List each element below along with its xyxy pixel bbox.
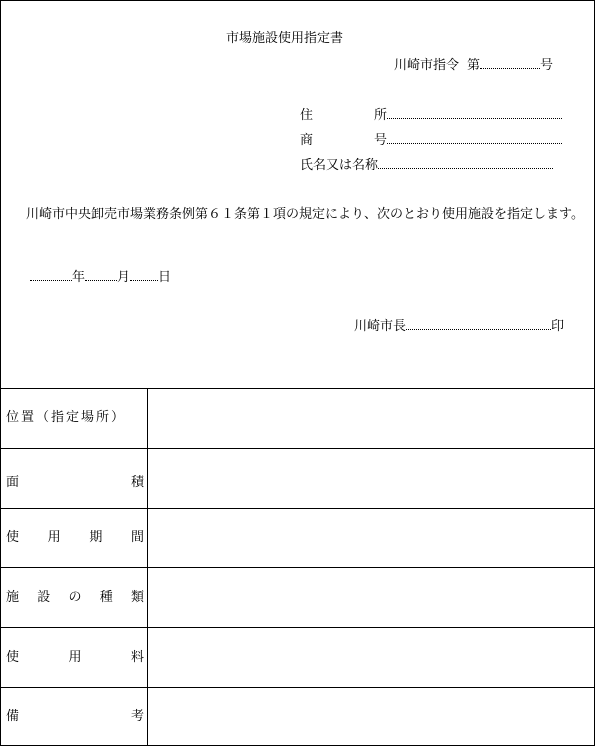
table-cell-period-value[interactable] — [148, 509, 594, 567]
seal-label: 印 — [551, 319, 565, 334]
trade-label-1: 商 — [300, 133, 314, 148]
name-blank — [378, 156, 553, 169]
table-row-label-remarks — [6, 709, 144, 725]
table-row-label-fee — [6, 650, 144, 666]
signature-line — [354, 317, 564, 335]
order-dai: 第 — [467, 58, 481, 73]
trade-name-blank — [387, 131, 562, 144]
address-label-1: 住 — [300, 108, 314, 123]
address-label-2: 所 — [374, 108, 388, 123]
table-cell-fee-value[interactable] — [148, 628, 594, 687]
table-cell-remarks-value[interactable] — [148, 688, 594, 745]
order-prefix: 川崎市指令 — [394, 58, 460, 73]
label-char: 用 — [47, 530, 61, 545]
label-char: 使 — [6, 650, 20, 665]
table-row-label-facility-type — [6, 590, 144, 606]
trade-name-line — [300, 131, 562, 149]
address-line — [300, 106, 562, 124]
month-label: 月 — [117, 270, 131, 285]
document-title: 市場施設使用指定書 — [226, 31, 344, 46]
table-row-label-area — [6, 475, 144, 491]
label-char: 備 — [6, 709, 20, 724]
table-cell-location-value[interactable] — [148, 389, 594, 448]
mayor-label: 川崎市長 — [354, 319, 407, 334]
label-char: 間 — [130, 530, 144, 545]
table-cell-facility-type-value[interactable] — [148, 568, 594, 627]
label-char: 用 — [68, 650, 82, 665]
address-blank — [387, 106, 562, 119]
label-char: 期 — [89, 530, 103, 545]
day-blank — [130, 268, 158, 281]
date-line — [30, 268, 171, 286]
label-char: 設 — [37, 590, 51, 605]
label-char: 積 — [130, 475, 144, 490]
label-char: の — [68, 590, 82, 605]
order-number-blank — [480, 56, 540, 69]
table-cell-area-value[interactable] — [148, 449, 594, 508]
year-blank — [30, 268, 72, 281]
name-label: 氏名又は名称 — [300, 158, 379, 173]
table-row-label-location: 位置（指定場所） — [6, 410, 127, 425]
label-char: 料 — [130, 650, 144, 665]
mayor-blank — [406, 317, 551, 330]
year-label: 年 — [72, 270, 86, 285]
order-number-line — [394, 56, 553, 74]
label-char: 使 — [6, 530, 20, 545]
label-char: 種 — [99, 590, 113, 605]
month-blank — [85, 268, 117, 281]
order-suffix: 号 — [540, 58, 554, 73]
label-char: 面 — [6, 475, 20, 490]
label-char: 考 — [130, 709, 144, 724]
trade-label-2: 号 — [374, 133, 388, 148]
day-label: 日 — [158, 270, 172, 285]
label-char: 類 — [130, 590, 144, 605]
name-line — [300, 156, 553, 174]
table-row-label-period — [6, 530, 144, 546]
body-paragraph: 川崎市中央卸売市場業務条例第６１条第１項の規定により、次のとおり使用施設を指定します。 — [26, 207, 584, 222]
label-char: 施 — [6, 590, 20, 605]
